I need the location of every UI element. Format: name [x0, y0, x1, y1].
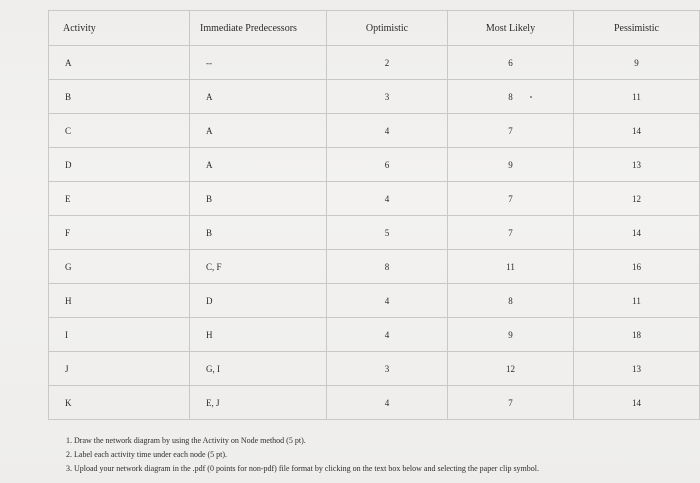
cell-predecessors: E, J [190, 386, 327, 420]
cell-activity: H [49, 284, 190, 318]
header-immediate-predecessors: Immediate Predecessors [190, 11, 327, 46]
cell-optimistic: 4 [327, 114, 448, 148]
cell-pessimistic: 16 [574, 250, 700, 284]
cell-optimistic: 4 [327, 318, 448, 352]
cell-activity: B [49, 80, 190, 114]
table-row [49, 80, 700, 114]
cell-optimistic: 3 [327, 352, 448, 386]
table-row [49, 46, 700, 80]
cell-predecessors: C, F [190, 250, 327, 284]
cell-most-likely: 12 [448, 352, 574, 386]
cell-most-likely: 7 [448, 216, 574, 250]
cell-predecessors: B [190, 216, 327, 250]
cell-most-likely: 9 [448, 318, 574, 352]
cell-predecessors: D [190, 284, 327, 318]
cell-optimistic: 3 [327, 80, 448, 114]
table-row [49, 182, 700, 216]
cell-activity: A [49, 46, 190, 80]
cell-pessimistic: 9 [574, 46, 700, 80]
cell-predecessors: G, I [190, 352, 327, 386]
header-optimistic: Optimistic [327, 11, 448, 46]
cell-optimistic: 2 [327, 46, 448, 80]
cell-predecessors: A [190, 114, 327, 148]
cell-optimistic: 4 [327, 182, 448, 216]
cell-most-likely: 6 [448, 46, 574, 80]
cell-most-likely: 8 [448, 80, 574, 114]
cell-pessimistic: 13 [574, 352, 700, 386]
cell-optimistic: 4 [327, 386, 448, 420]
cell-activity: F [49, 216, 190, 250]
cell-pessimistic: 13 [574, 148, 700, 182]
table-row [49, 148, 700, 182]
cell-activity: K [49, 386, 190, 420]
table-row [49, 352, 700, 386]
table-row [49, 386, 700, 420]
cell-optimistic: 4 [327, 284, 448, 318]
cell-activity: E [49, 182, 190, 216]
cell-activity: I [49, 318, 190, 352]
cell-pessimistic: 18 [574, 318, 700, 352]
cell-pessimistic: 12 [574, 182, 700, 216]
table-row [49, 216, 700, 250]
table-row [49, 114, 700, 148]
cell-pessimistic: 14 [574, 114, 700, 148]
cell-activity: J [49, 352, 190, 386]
cell-activity: C [49, 114, 190, 148]
header-activity: Activity [49, 11, 190, 46]
instruction-item: 2. Label each activity time under each node (5 pt). [66, 450, 228, 459]
cell-most-likely: 8 [448, 284, 574, 318]
cell-most-likely: 7 [448, 386, 574, 420]
cell-pessimistic: 14 [574, 386, 700, 420]
cell-predecessors: -- [190, 46, 327, 80]
cell-predecessors: A [190, 148, 327, 182]
cell-most-likely: 7 [448, 114, 574, 148]
cell-optimistic: 8 [327, 250, 448, 284]
instructions-list [66, 434, 539, 476]
instruction-item: 1. Draw the network diagram by using the Activity on Node method (5 pt). [66, 436, 306, 445]
instruction-item: 3. Upload your network diagram in the .pdf (0 points for non-pdf) file format by clicking on the text box below and selecting the paper clip symbol. [66, 464, 539, 473]
cell-pessimistic: 11 [574, 80, 700, 114]
table-header-row [49, 11, 700, 46]
cell-predecessors: A [190, 80, 327, 114]
cell-optimistic: 6 [327, 148, 448, 182]
stray-mark [530, 96, 532, 98]
cell-predecessors: H [190, 318, 327, 352]
cell-most-likely: 9 [448, 148, 574, 182]
table-row [49, 284, 700, 318]
cell-pessimistic: 11 [574, 284, 700, 318]
cell-most-likely: 7 [448, 182, 574, 216]
cell-activity: D [49, 148, 190, 182]
header-most-likely: Most Likely [448, 11, 574, 46]
cell-activity: G [49, 250, 190, 284]
table-row [49, 250, 700, 284]
cell-most-likely: 11 [448, 250, 574, 284]
cell-optimistic: 5 [327, 216, 448, 250]
cell-pessimistic: 14 [574, 216, 700, 250]
activity-table [48, 10, 700, 420]
header-pessimistic: Pessimistic [574, 11, 700, 46]
table-row [49, 318, 700, 352]
cell-predecessors: B [190, 182, 327, 216]
